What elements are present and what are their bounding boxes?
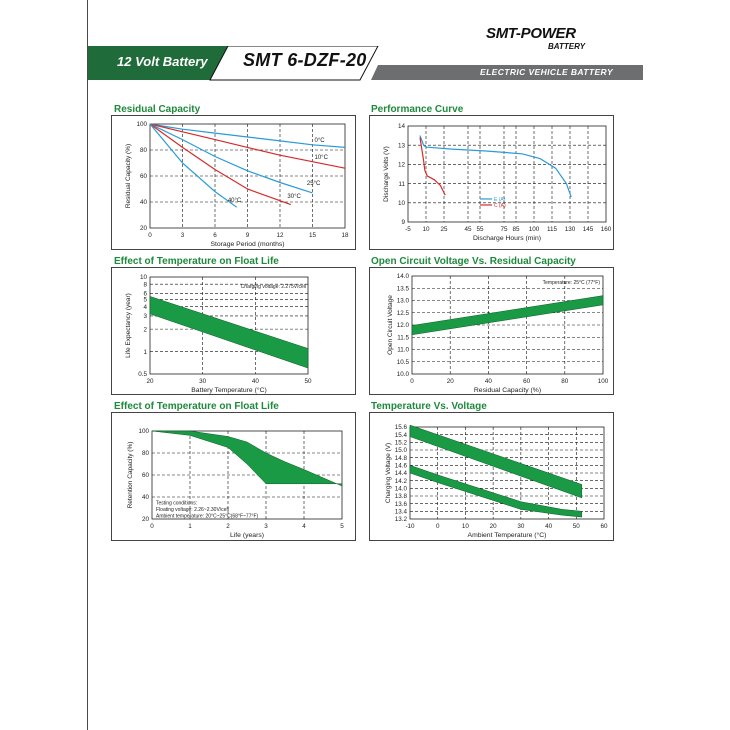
y-tick-label: 13 (397, 142, 405, 150)
y-axis-label: Retention Capacity (%) (127, 441, 134, 509)
x-tick-label: 0 (148, 232, 152, 239)
legend-label: E (A) (494, 196, 506, 203)
y-axis-label: Open Circuit Voltage (387, 295, 394, 355)
x-tick-label: 10 (422, 226, 430, 233)
x-tick-label: 18 (341, 232, 349, 239)
y-tick-label: 10.0 (396, 371, 409, 379)
y-tick-label: 100 (136, 121, 147, 129)
ocv-band (412, 296, 603, 335)
y-tick-label: 100 (138, 428, 149, 436)
y-tick-label: 11 (398, 180, 405, 188)
y-tick-label: 10 (397, 200, 405, 207)
chart-performance-curve (370, 116, 613, 249)
x-tick-label: 30 (199, 378, 207, 385)
chart-annotation-line: Floating voltage: 2.26~2.30V/cell (156, 507, 229, 514)
y-tick-label: 80 (141, 450, 149, 458)
y-tick-label: 13.5 (396, 285, 409, 293)
series-line (150, 124, 291, 205)
x-tick-label: 100 (597, 378, 609, 385)
series-label: 30°C (287, 194, 301, 201)
x-tick-label: 30 (517, 523, 525, 530)
chart-panel-float-life-years (111, 412, 356, 541)
section-title-residual-capacity: Residual Capacity (114, 104, 201, 115)
x-tick-label: 0 (410, 378, 414, 385)
y-tick-label: 20 (139, 225, 147, 233)
x-axis-label: Residual Capacity (%) (473, 387, 542, 394)
y-tick-label: 15.2 (394, 439, 407, 447)
y-axis-label: Residual Capacity (%) (125, 143, 132, 209)
x-tick-label: 40 (484, 378, 492, 385)
y-tick-label: 4 (143, 303, 147, 311)
x-tick-label: 115 (546, 226, 558, 233)
y-tick-label: 13.8 (394, 493, 407, 501)
x-axis-label: Life (years) (230, 532, 264, 539)
model-name: SMT 6-DZF-20 (243, 50, 367, 70)
series-line (420, 138, 445, 196)
chart-temp-voltage (370, 413, 613, 540)
x-tick-label: 60 (523, 378, 531, 385)
y-tick-label: 13.4 (394, 508, 407, 516)
chart-float-life-temp (112, 268, 355, 394)
x-tick-label: 15 (308, 232, 317, 239)
x-tick-label: 2 (226, 523, 230, 530)
y-tick-label: 10.5 (396, 358, 409, 366)
series-line (420, 136, 571, 197)
y-tick-label: 11.0 (397, 346, 409, 354)
y-tick-label: 60 (139, 173, 147, 181)
y-axis-label: Charging Voltage (V) (385, 442, 392, 504)
section-title-temp-voltage: Temperature Vs. Voltage (371, 401, 487, 412)
x-tick-label: 50 (572, 523, 580, 530)
x-tick-label: 20 (489, 523, 497, 530)
y-tick-label: 6 (143, 290, 147, 298)
series-label: 40°C (227, 198, 242, 204)
y-tick-label: 15.0 (394, 447, 407, 455)
svg-text:SMT-POWER: SMT-POWER (486, 25, 576, 42)
series-label: 25°C (306, 181, 321, 188)
y-tick-label: 9 (401, 219, 405, 227)
x-tick-label: 20 (446, 378, 454, 385)
x-tick-label: 55 (476, 226, 484, 233)
x-tick-label: 10 (461, 523, 469, 530)
y-tick-label: 12.0 (396, 322, 409, 330)
x-tick-label: 6 (213, 232, 217, 239)
chart-panel-performance-curve (369, 115, 614, 250)
y-tick-label: 40 (141, 494, 149, 502)
x-tick-label: 85 (512, 226, 520, 233)
chart-residual-capacity (112, 116, 355, 249)
x-tick-label: -10 (405, 523, 415, 530)
series-label: 0°C (314, 138, 325, 145)
y-tick-label: 15.6 (394, 424, 407, 432)
x-tick-label: 9 (245, 232, 250, 239)
section-title-ocv-capacity: Open Circuit Voltage Vs. Residual Capacity (371, 256, 576, 267)
x-tick-label: 40 (251, 378, 259, 385)
x-tick-label: 5 (340, 523, 344, 530)
y-tick-label: 12 (397, 161, 405, 169)
x-axis-label: Storage Period (months) (210, 241, 285, 248)
life-band (150, 296, 308, 368)
y-tick-label: 14.8 (394, 454, 407, 462)
chart-annotation: Temperature: 25°C (77°F) (542, 280, 600, 286)
chart-ocv-capacity (370, 268, 613, 394)
y-tick-label: 14 (397, 123, 405, 131)
series-label: 10°C (314, 155, 328, 162)
svg-text:BATTERY: BATTERY (548, 42, 586, 51)
y-tick-label: 12.5 (396, 309, 409, 317)
x-axis-label: Battery Temperature (°C) (191, 387, 267, 394)
x-tick-label: 160 (600, 226, 612, 233)
chart-annotation-line: Testing conditions: (156, 500, 198, 507)
chart-annotation: Charging voltage: 2.275V/cell (240, 284, 306, 290)
x-tick-label: 100 (528, 226, 540, 233)
x-tick-label: 75 (500, 226, 508, 233)
chart-panel-temp-voltage (369, 412, 614, 541)
y-tick-label: 15.4 (394, 431, 407, 439)
y-tick-label: 14.0 (394, 485, 407, 493)
y-tick-label: 14.2 (394, 477, 407, 485)
y-axis-label: Life Expectancy (year) (125, 293, 132, 358)
x-tick-label: 40 (545, 523, 553, 530)
chart-annotation-line: Ambient temperature: 20°C~25°C(68°F~77°F) (156, 513, 259, 520)
y-tick-label: 20 (141, 516, 149, 524)
plot-frame (408, 126, 606, 222)
y-tick-label: 3 (143, 313, 147, 321)
x-tick-label: 0 (435, 523, 440, 530)
y-tick-label: 10 (139, 274, 147, 282)
x-axis-label: Ambient Temperature (°C) (467, 532, 547, 539)
section-title-float-life-years: Effect of Temperature on Float Life (114, 401, 279, 412)
y-tick-label: 60 (141, 472, 149, 480)
x-tick-label: -5 (405, 226, 411, 233)
banner-title: 12 Volt Battery (117, 54, 208, 69)
x-tick-label: 3 (180, 232, 185, 239)
banner-subtitle: ELECTRIC VEHICLE BATTERY (480, 67, 614, 77)
series-line (150, 124, 313, 193)
y-axis-label: Discharge Volts (V) (383, 146, 390, 202)
y-tick-label: 1 (143, 348, 147, 356)
legend-label: C (A) (494, 202, 506, 209)
y-tick-label: 13.6 (394, 500, 407, 508)
x-tick-label: 50 (304, 378, 312, 385)
section-title-float-life-temp: Effect of Temperature on Float Life (114, 256, 279, 267)
x-tick-label: 25 (440, 226, 448, 233)
chart-panel-ocv-capacity (369, 267, 614, 395)
x-tick-label: 12 (276, 232, 284, 239)
y-tick-label: 40 (139, 199, 147, 207)
x-tick-label: 130 (564, 226, 576, 233)
x-tick-label: 20 (146, 378, 154, 385)
x-tick-label: 80 (561, 378, 569, 385)
y-tick-label: 14.4 (394, 470, 407, 478)
y-tick-label: 2 (143, 326, 147, 334)
y-tick-label: 14.6 (394, 462, 407, 470)
x-tick-label: 4 (302, 523, 306, 530)
chart-panel-residual-capacity (111, 115, 356, 250)
retention-band (152, 431, 342, 486)
x-tick-label: 0 (150, 523, 154, 530)
x-tick-label: 45 (464, 226, 472, 233)
x-tick-label: 145 (582, 226, 594, 233)
y-tick-label: 13.0 (396, 297, 409, 305)
x-tick-label: 60 (600, 523, 608, 530)
x-tick-label: 1 (188, 523, 192, 530)
y-tick-label: 5 (143, 296, 147, 304)
series-line (150, 124, 237, 207)
section-title-performance-curve: Performance Curve (371, 104, 464, 115)
chart-panel-float-life-temp (111, 267, 356, 395)
x-tick-label: 3 (264, 523, 268, 530)
x-axis-label: Discharge Hours (min) (473, 235, 541, 242)
y-tick-label: 8 (143, 281, 147, 289)
y-tick-label: 11.5 (397, 334, 409, 342)
y-tick-label: 80 (139, 147, 147, 155)
y-tick-label: 14.0 (396, 273, 409, 281)
chart-float-life-years (112, 413, 355, 540)
voltage-band (410, 425, 582, 498)
y-tick-label: 13.2 (394, 516, 407, 524)
y-tick-label: 0.5 (138, 371, 147, 379)
